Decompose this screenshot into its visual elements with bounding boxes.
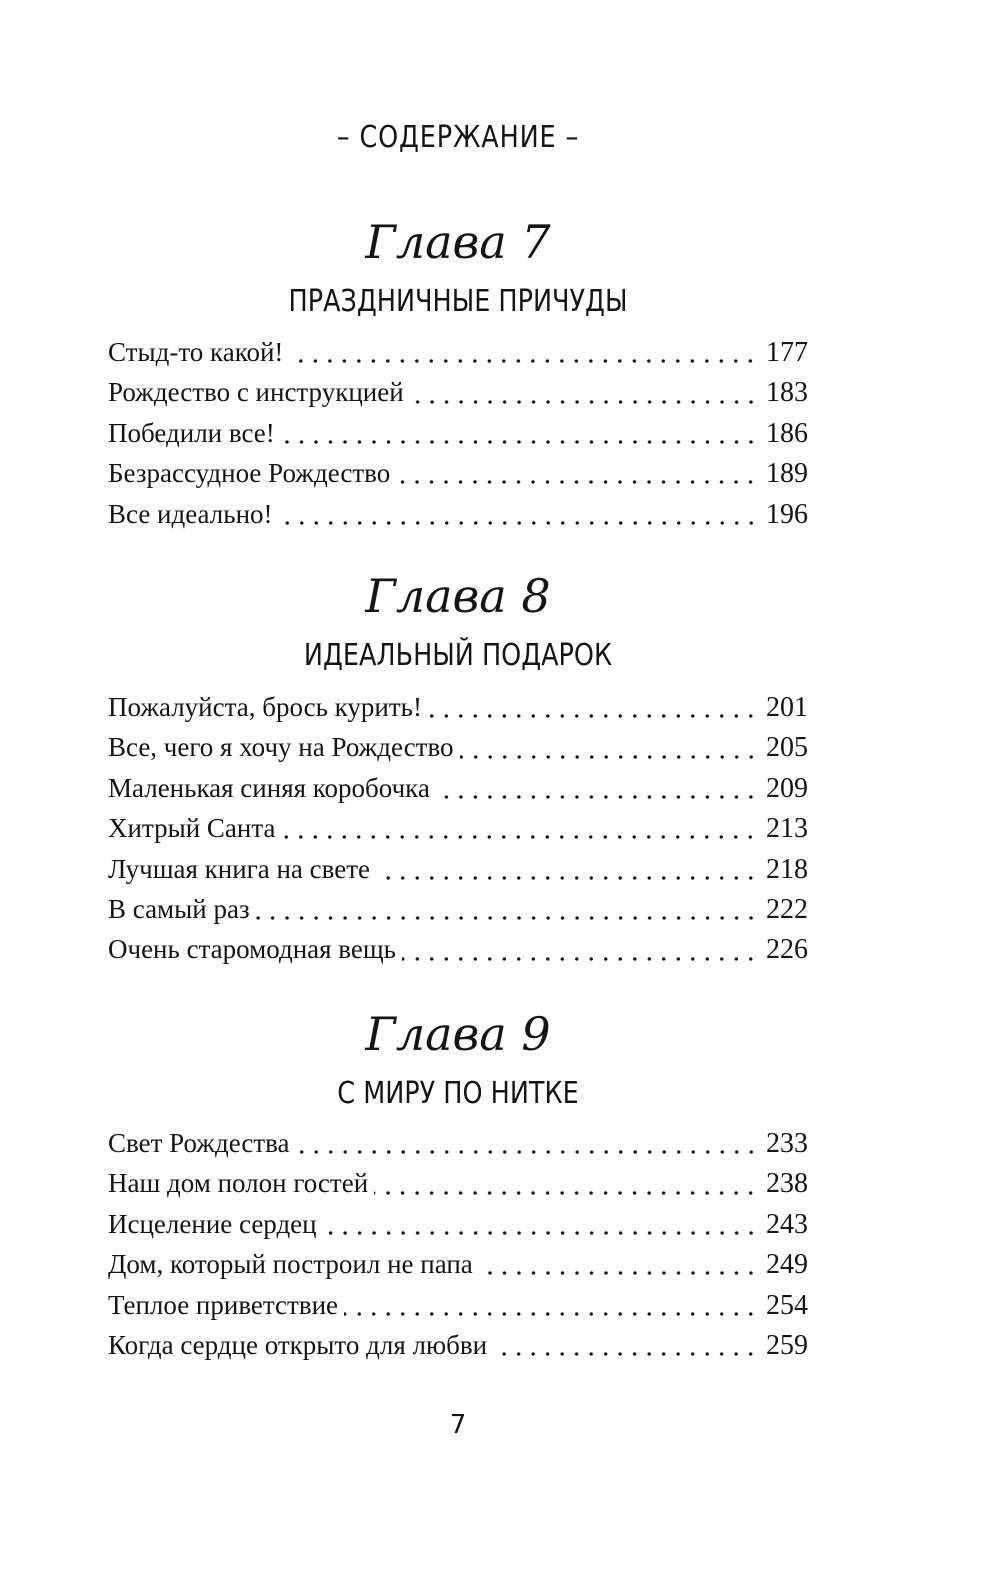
entry-title: Стыд-то какой! — [108, 337, 284, 367]
entry-page-number: 213 — [766, 813, 808, 845]
chapter-label: Глава 8 — [365, 569, 551, 623]
entry-title: Когда сердце открыто для любви — [108, 1329, 488, 1360]
entry-title: Дом, который построил не папа — [108, 1249, 473, 1280]
leader-dots — [493, 1352, 758, 1356]
chapter-7-entries — [108, 332, 808, 534]
leader-dots — [296, 1150, 758, 1154]
leader-dots — [374, 1191, 758, 1195]
toc-entry[interactable] — [108, 1244, 808, 1284]
entry-page-number: 196 — [766, 498, 808, 530]
entry-page-number: 189 — [766, 458, 808, 490]
chapter-title: ПРАЗДНИЧНЫЕ ПРИЧУДЫ — [288, 284, 628, 319]
chapter-label: Глава 9 — [365, 1007, 551, 1061]
entry-title: Пожалуйста, брось курить! — [108, 692, 422, 722]
toc-entry[interactable] — [108, 494, 808, 534]
toc-entry[interactable] — [108, 453, 808, 493]
leader-dots — [396, 480, 758, 484]
entry-page-number: 201 — [766, 692, 808, 723]
entry-page-number: 259 — [766, 1329, 808, 1361]
toc-entry[interactable] — [108, 727, 808, 767]
chapter-9-entries — [108, 1123, 808, 1365]
entry-title: Все, чего я хочу на Рождество — [108, 732, 454, 763]
leader-dots — [281, 835, 758, 839]
entry-title: Победили все! — [108, 417, 275, 448]
entry-title: Маленькая синяя коробочка — [108, 772, 430, 803]
toc-entry[interactable] — [108, 768, 808, 808]
entry-title: Все идеально! — [108, 498, 273, 529]
toc-heading: – СОДЕРЖАНИЕ – — [336, 120, 580, 155]
toc-entry[interactable] — [108, 687, 808, 727]
entry-page-number: 238 — [766, 1168, 808, 1200]
entry-page-number: 222 — [766, 893, 808, 925]
toc-entry[interactable] — [108, 849, 808, 889]
toc-entry[interactable] — [108, 889, 808, 929]
entry-title: Свет Рождества — [108, 1128, 290, 1158]
entry-title: Наш дом полон гостей — [108, 1168, 369, 1199]
leader-dots — [402, 957, 758, 961]
leader-dots — [436, 795, 758, 799]
leader-dots — [410, 400, 758, 404]
toc-entry[interactable] — [108, 1163, 808, 1203]
entry-page-number: 183 — [766, 377, 808, 409]
chapter-label: Глава 7 — [365, 215, 551, 269]
toc-entry[interactable] — [108, 1285, 808, 1325]
entry-page-number: 186 — [766, 417, 808, 449]
chapter-title: ИДЕАЛЬНЫЙ ПОДАРОК — [303, 638, 613, 673]
entry-page-number: 243 — [766, 1208, 808, 1240]
toc-entry[interactable] — [108, 1123, 808, 1163]
entry-page-number: 209 — [766, 772, 808, 804]
toc-entry[interactable] — [108, 929, 808, 969]
entry-page-number: 226 — [766, 934, 808, 966]
entry-title: В самый раз — [108, 893, 250, 924]
toc-entry[interactable] — [108, 332, 808, 372]
entry-title: Безрассудное Рождество — [108, 458, 391, 489]
page-number: 7 — [449, 1410, 467, 1440]
entry-title: Исцеление сердец — [108, 1208, 317, 1239]
toc-entry[interactable] — [108, 1204, 808, 1244]
entry-page-number: 177 — [766, 337, 808, 368]
leader-dots — [323, 1231, 758, 1235]
leader-dots — [344, 1312, 758, 1316]
toc-entry[interactable] — [108, 808, 808, 848]
leader-dots — [376, 876, 758, 880]
entry-title: Очень старомодная вещь — [108, 934, 396, 965]
entry-page-number: 254 — [766, 1289, 808, 1321]
entry-page-number: 249 — [766, 1249, 808, 1281]
leader-dots — [428, 714, 758, 718]
leader-dots — [289, 359, 758, 363]
leader-dots — [479, 1271, 758, 1275]
entry-title: Лучшая книга на свете — [108, 853, 371, 884]
entry-page-number: 205 — [766, 732, 808, 764]
entry-title: Хитрый Санта — [108, 813, 276, 844]
chapter-9-header — [0, 1004, 916, 1114]
chapter-7-header — [0, 212, 916, 322]
leader-dots — [281, 440, 758, 444]
toc-entry[interactable] — [108, 1325, 808, 1365]
entry-title: Рождество с инструкцией — [108, 377, 404, 408]
leader-dots — [460, 755, 758, 759]
leader-dots — [256, 916, 758, 920]
toc-entry[interactable] — [108, 372, 808, 412]
chapter-8-header — [0, 566, 916, 676]
entry-title: Теплое приветствие — [108, 1289, 339, 1320]
leader-dots — [279, 521, 758, 525]
chapter-title: С МИРУ ПО НИТКЕ — [337, 1076, 579, 1111]
chapter-8-entries — [108, 687, 808, 970]
entry-page-number: 218 — [766, 853, 808, 885]
toc-entry[interactable] — [108, 413, 808, 453]
entry-page-number: 233 — [766, 1128, 808, 1159]
